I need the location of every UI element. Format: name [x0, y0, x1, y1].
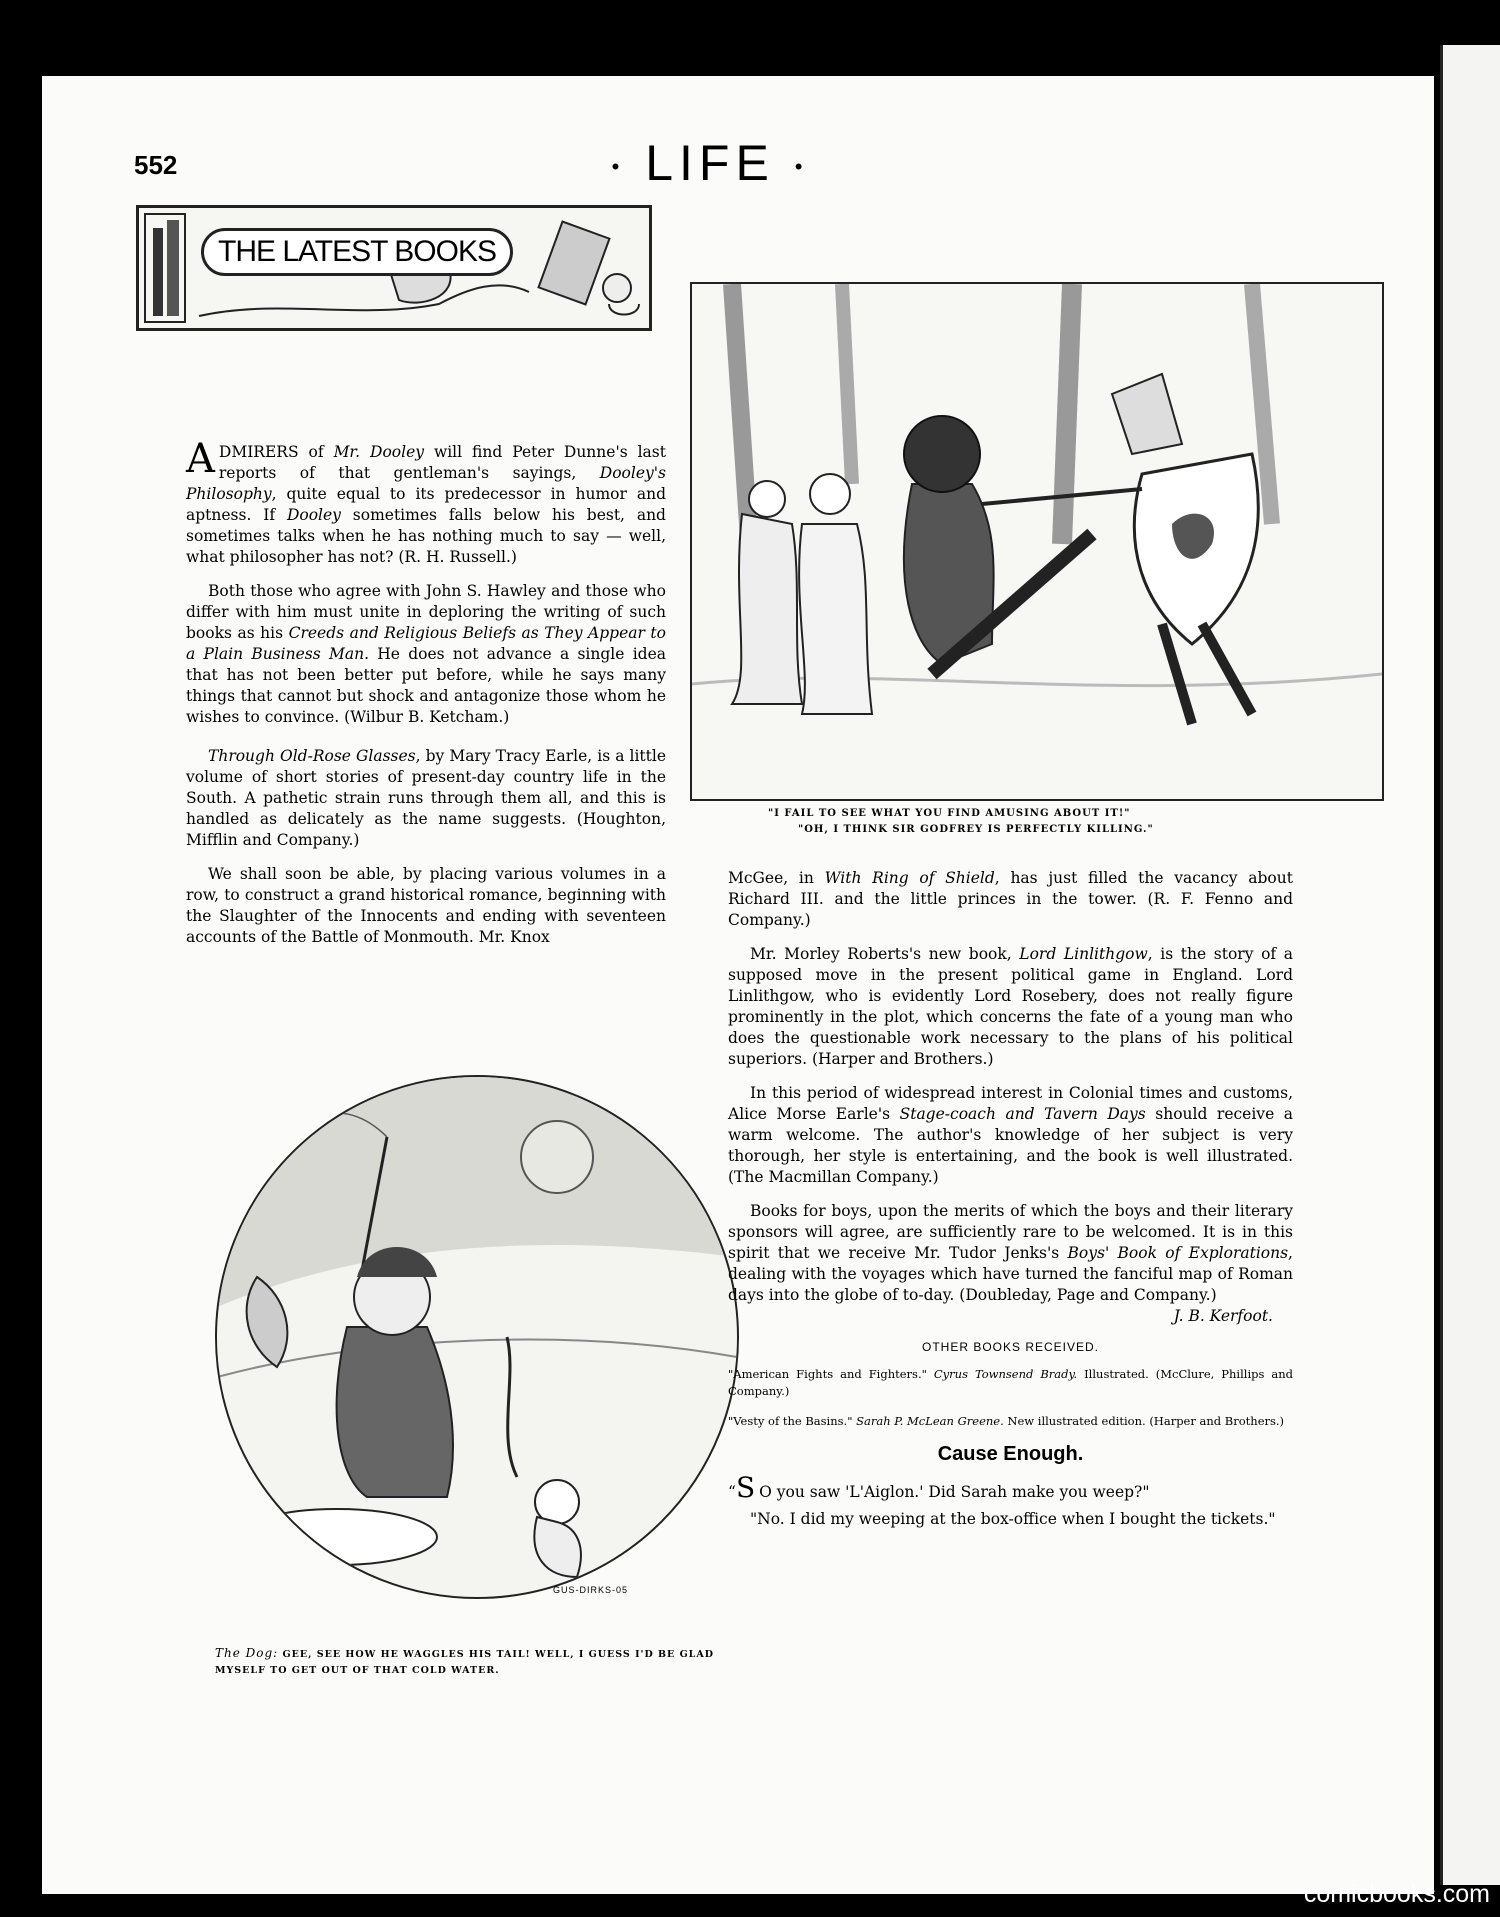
text-span: Illustrated. (McClure, Phillips and Company.): [728, 1367, 1293, 1398]
book-title: Dooley's Philosophy: [186, 464, 666, 503]
book-title: Lord Linlithgow: [1019, 945, 1148, 963]
text-span: "American Fights and Fighters.": [728, 1367, 934, 1381]
paragraph-historical-romance: We shall soon be able, by placing various volumes in a row, to construct a grand historical romance, beginning with the Slaughter of the Innocents and ending with seventeen accounts of the Battle of Monmouth. Mr. Knox: [186, 865, 666, 946]
knight-caveman-illustration: [690, 282, 1384, 801]
cause-enough-reply: "No. I did my weeping at the box-office when I bought the tickets.": [750, 1510, 1276, 1528]
paragraph-dooley: [186, 436, 666, 568]
book-reference: Dooley: [286, 506, 341, 524]
book-title: With Ring of Shield: [824, 869, 995, 887]
text-span: , by Mary Tracy Earle, is a little volume of short stories of present-day country life in the South. A pathetic strain runs through them all, and this is handled as delicately as the name suggests. (Houghton, Mifflin and Company.): [186, 747, 667, 849]
site-watermark: comicbooks.com: [1303, 1880, 1490, 1908]
other-book-entry-1: [728, 1366, 1293, 1400]
text-span: In this period of widespread interest in Colonial times and customs, Alice Morse Earle's: [728, 1084, 1293, 1123]
author-name: Cyrus Townsend Brady.: [933, 1367, 1078, 1381]
paragraph-mcgee: [728, 868, 1293, 931]
dog-illustration-caption: [215, 1645, 715, 1679]
text-span: , is the story of a supposed move in the present political game in England. Lord Linlithgow, who is evidently Lord Rosebery, does not really figure prominently in the plot, which concerns the fate of a young man who does the questionable work necessary to the plans of his political superiors. (Harper and Brothers.): [728, 945, 1293, 1068]
paragraph-boys-book: [728, 1201, 1293, 1306]
other-book-entry-2: [728, 1413, 1293, 1430]
drop-cap: A: [186, 436, 215, 482]
ice-fishing-drawing: [217, 1077, 737, 1597]
text-span: Mr. Morley Roberts's new book,: [750, 945, 1020, 963]
page-number: 552: [134, 150, 178, 180]
text-span: "Vesty of the Basins.": [728, 1414, 857, 1428]
caption-line-2: "OH, I THINK SIR GODFREY IS PERFECTLY KILLING.": [798, 824, 1154, 835]
opening-quote: “: [728, 1483, 736, 1501]
paragraph-linlithgow: [728, 944, 1293, 1070]
left-column: [186, 436, 667, 961]
masthead: [580, 134, 840, 192]
latest-books-header: [136, 205, 652, 331]
text-span: sometimes falls below his best, and sometimes talks when he has nothing much to say — well, what philosopher has not? (R. H. Russell.): [186, 506, 666, 566]
text-span: New illustrated edition. (Harper and Brothers.): [1003, 1414, 1285, 1428]
reviewer-signature: J. B. Kerfoot.: [1173, 1307, 1273, 1325]
artist-signature: GUS-DIRKS-05: [553, 1585, 629, 1595]
text-span: Both those who agree with John S. Hawley and those who differ with him must unite in deploring the writing of such books as his: [186, 582, 666, 642]
latest-books-title: THE LATEST BOOKS: [201, 228, 513, 276]
book-title: Boys' Book of Explorations: [1067, 1244, 1289, 1262]
text-span: He does not advance a single idea that has not been better put before, while he says many things that cannot but shock and antagonize those whom he wishes to convince. (Wilbur B. Ketcham.): [186, 645, 666, 726]
book-title: Stage-coach and Tavern Days: [899, 1105, 1146, 1123]
masthead-dot-right: •: [794, 153, 809, 179]
paragraph-hawley: [186, 581, 666, 728]
masthead-dot-left: •: [611, 153, 626, 179]
adjacent-page-edge: [1440, 45, 1500, 1885]
cause-enough-title: Cause Enough.: [937, 1443, 1084, 1465]
text-span: DMIRERS of: [218, 443, 334, 461]
cause-enough-joke: [728, 1471, 1293, 1505]
caption-line-1: "I FAIL TO SEE WHAT YOU FIND AMUSING ABOUT IT!": [768, 808, 1131, 819]
text-span: will find Peter Dunne's last reports of that gentleman's sayings,: [218, 443, 666, 482]
knight-illustration-caption: [768, 806, 1328, 838]
other-books-heading: OTHER BOOKS RECEIVED.: [921, 1340, 1100, 1354]
text-span: McGee, in: [728, 869, 825, 887]
caption-text: GEE, SEE HOW HE WAGGLES HIS TAIL! WELL, I GUESS I'D BE GLAD MYSELF TO GET OUT OF THAT COLD WATER.: [215, 1649, 714, 1676]
text-span: Books for boys, upon the merits of which the boys and their literary sponsors will agree, are sufficiently rare to be welcomed. It is in this spirit that we receive Mr. Tudor Jenks's: [728, 1202, 1293, 1262]
author-name: Sarah P. McLean Greene.: [856, 1414, 1004, 1428]
right-column: [728, 868, 1293, 1543]
book-reference: Mr. Dooley: [333, 443, 424, 461]
book-title: Through Old-Rose Glasses: [208, 747, 416, 765]
text-span: , quite equal to its predecessor in humor and aptness. If: [186, 485, 666, 524]
text-span: , dealing with the voyages which have turned the fanciful map of Roman days into the globe of to-day. (Doubleday, Page and Company.): [728, 1244, 1293, 1304]
paragraph-old-rose: [186, 746, 666, 851]
drop-cap: S: [735, 1471, 756, 1504]
book-title: Creeds and Religious Beliefs as They Appear to a Plain Business Man.: [186, 624, 666, 663]
caption-speaker: The Dog:: [215, 1646, 279, 1660]
text-span: , has just filled the vacancy about Richard III. and the little princes in the tower. (R. F. Fenno and Company.): [728, 869, 1293, 929]
knight-caveman-drawing: [692, 284, 1382, 799]
masthead-title: LIFE: [645, 135, 775, 191]
paragraph-stage-coach: [728, 1083, 1293, 1188]
ice-fishing-illustration: [215, 1075, 739, 1599]
text-span: should receive a warm welcome. The author's knowledge of her subject is very thorough, her style is entertaining, and the book is well illustrated. (The Macmillan Company.): [728, 1105, 1294, 1186]
text-span: O you saw 'L'Aiglon.' Did Sarah make you weep?": [759, 1483, 1150, 1501]
